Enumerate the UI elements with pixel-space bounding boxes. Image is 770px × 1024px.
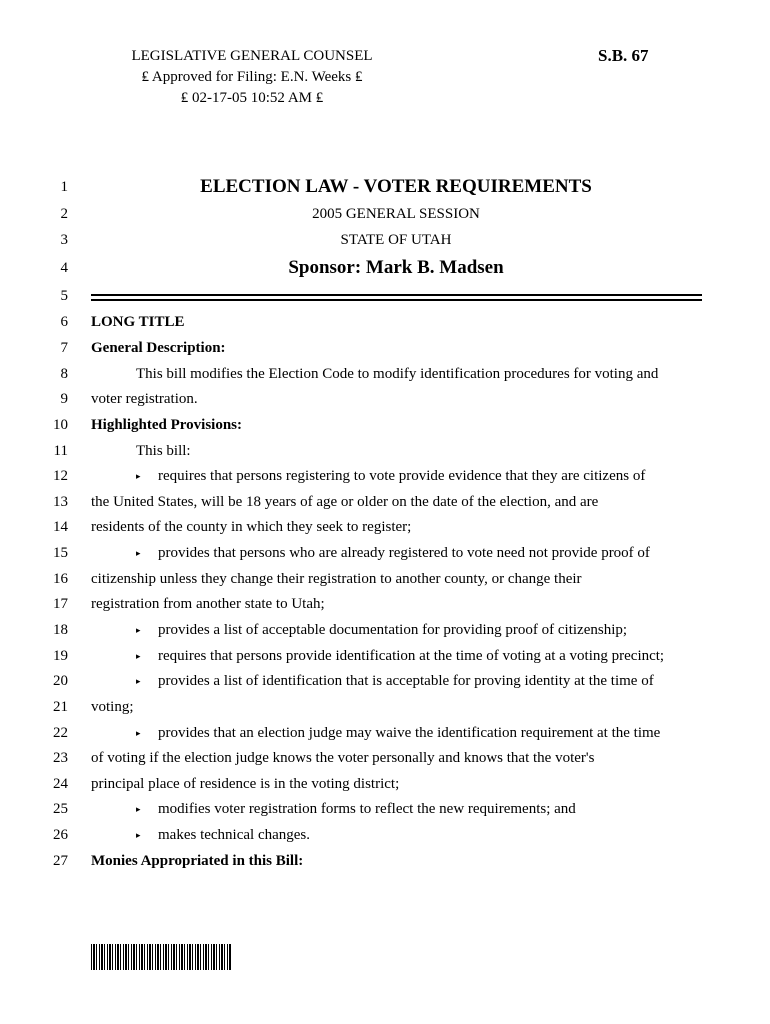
- line-number: 25: [53, 801, 68, 817]
- line-text: voting;: [91, 699, 134, 715]
- bullet-icon: ▸: [136, 830, 141, 840]
- numbered-line: [0, 463, 770, 489]
- section-heading: LONG TITLE: [91, 314, 185, 330]
- numbered-line: [0, 412, 770, 438]
- line-number: 19: [53, 648, 68, 664]
- bullet-text: provides that an election judge may waive the identification requirement at the time: [158, 725, 661, 741]
- barcode-image: [91, 944, 231, 970]
- line-text: residents of the county in which they seek to register;: [91, 519, 412, 535]
- line-text: citizenship unless they change their registration to another county, or change their: [91, 571, 582, 587]
- bullet-item: [136, 822, 310, 848]
- bullet-text: provides a list of acceptable documentation for providing proof of citizenship;: [158, 622, 628, 638]
- line-number: 4: [60, 260, 68, 276]
- line-number: 24: [53, 776, 68, 792]
- numbered-line: [0, 335, 770, 361]
- line-number: 3: [60, 232, 68, 248]
- line-text: principal place of residence is in the voting district;: [91, 776, 400, 792]
- sponsor-label: Sponsor: Mark B. Madsen: [288, 257, 504, 278]
- line-number: 14: [53, 519, 68, 535]
- numbered-line: [0, 643, 770, 669]
- numbered-line: [0, 174, 770, 200]
- numbered-line: [0, 255, 770, 281]
- numbered-line: [0, 438, 770, 464]
- line-number: 11: [53, 443, 68, 459]
- numbered-line: [0, 822, 770, 848]
- bullet-item: [136, 617, 627, 643]
- section-heading: General Description:: [91, 340, 226, 356]
- bullet-item: [136, 643, 664, 669]
- approval-stamp: ₤ Approved for Filing: E.N. Weeks ₤: [141, 69, 363, 85]
- bullet-item: [136, 540, 650, 566]
- bullet-item: [136, 668, 654, 694]
- line-text: registration from another state to Utah;: [91, 596, 325, 612]
- state-label: STATE OF UTAH: [340, 232, 452, 248]
- numbered-line: [0, 361, 770, 387]
- numbered-line: [0, 386, 770, 412]
- bullet-text: requires that persons registering to vote provide evidence that they are citizens of: [158, 468, 646, 484]
- line-number: 12: [53, 468, 68, 484]
- bullet-text: provides a list of identification that is acceptable for proving identity at the time of: [158, 673, 654, 689]
- numbered-line: [0, 540, 770, 566]
- bullet-icon: ▸: [136, 651, 141, 661]
- line-number: 1: [60, 179, 68, 195]
- line-number: 10: [53, 417, 68, 433]
- bullet-text: provides that persons who are already registered to vote need not provide proof of: [158, 545, 650, 561]
- line-number: 7: [60, 340, 68, 356]
- filing-timestamp: ₤ 02-17-05 10:52 AM ₤: [180, 90, 324, 106]
- line-number: 27: [53, 853, 68, 869]
- line-number: 8: [60, 366, 68, 382]
- line-number: 18: [53, 622, 68, 638]
- numbered-line: [0, 617, 770, 643]
- numbered-line: [0, 668, 770, 694]
- line-number: 15: [53, 545, 68, 561]
- line-number: 23: [53, 750, 68, 766]
- numbered-line: [0, 309, 770, 335]
- line-number: 6: [60, 314, 68, 330]
- line-number: 26: [53, 827, 68, 843]
- numbered-line: [0, 201, 770, 227]
- bullet-text: requires that persons provide identification at the time of voting at a voting precinct;: [158, 648, 665, 664]
- bullet-item: [136, 463, 645, 489]
- numbered-line: [0, 591, 770, 617]
- section-heading: Highlighted Provisions:: [91, 417, 242, 433]
- line-number: 9: [60, 391, 68, 407]
- bill-title: ELECTION LAW - VOTER REQUIREMENTS: [200, 176, 592, 197]
- numbered-line: [0, 848, 770, 874]
- line-number: 13: [53, 494, 68, 510]
- double-rule-divider: [91, 294, 702, 301]
- numbered-line: [0, 227, 770, 253]
- section-heading: Monies Appropriated in this Bill:: [91, 853, 304, 869]
- numbered-line: [0, 514, 770, 540]
- numbered-line: [0, 720, 770, 746]
- numbered-line: [0, 694, 770, 720]
- numbered-line: [0, 566, 770, 592]
- numbered-line: [0, 489, 770, 515]
- line-text: the United States, will be 18 years of age or older on the date of the election, and are: [91, 494, 599, 510]
- line-text: voter registration.: [91, 391, 198, 407]
- bullet-text: makes technical changes.: [158, 827, 311, 843]
- bullet-icon: ▸: [136, 728, 141, 738]
- bullet-icon: ▸: [136, 804, 141, 814]
- bullet-item: [136, 796, 576, 822]
- bullet-icon: ▸: [136, 548, 141, 558]
- session-label: 2005 GENERAL SESSION: [312, 206, 480, 222]
- numbered-line: [0, 745, 770, 771]
- line-text: This bill modifies the Election Code to modify identification procedures for voting and: [136, 366, 659, 382]
- line-number: 22: [53, 725, 68, 741]
- bullet-icon: ▸: [136, 471, 141, 481]
- numbered-line: [0, 771, 770, 797]
- bill-number: S.B. 67: [598, 46, 649, 65]
- line-number: 21: [53, 699, 68, 715]
- line-number: 5: [60, 288, 68, 304]
- counsel-header: [122, 46, 382, 109]
- line-number: 16: [53, 571, 68, 587]
- line-number: 17: [53, 596, 68, 612]
- bullet-icon: ▸: [136, 625, 141, 635]
- line-text: This bill:: [136, 443, 191, 459]
- line-text: of voting if the election judge knows the voter personally and knows that the voter's: [91, 750, 595, 766]
- bullet-text: modifies voter registration forms to reflect the new requirements; and: [158, 801, 576, 817]
- counsel-name: LEGISLATIVE GENERAL COUNSEL: [131, 48, 373, 64]
- line-number: 2: [60, 206, 68, 222]
- line-number: 20: [53, 673, 68, 689]
- bullet-item: [136, 720, 660, 746]
- bullet-icon: ▸: [136, 676, 141, 686]
- numbered-line: [0, 796, 770, 822]
